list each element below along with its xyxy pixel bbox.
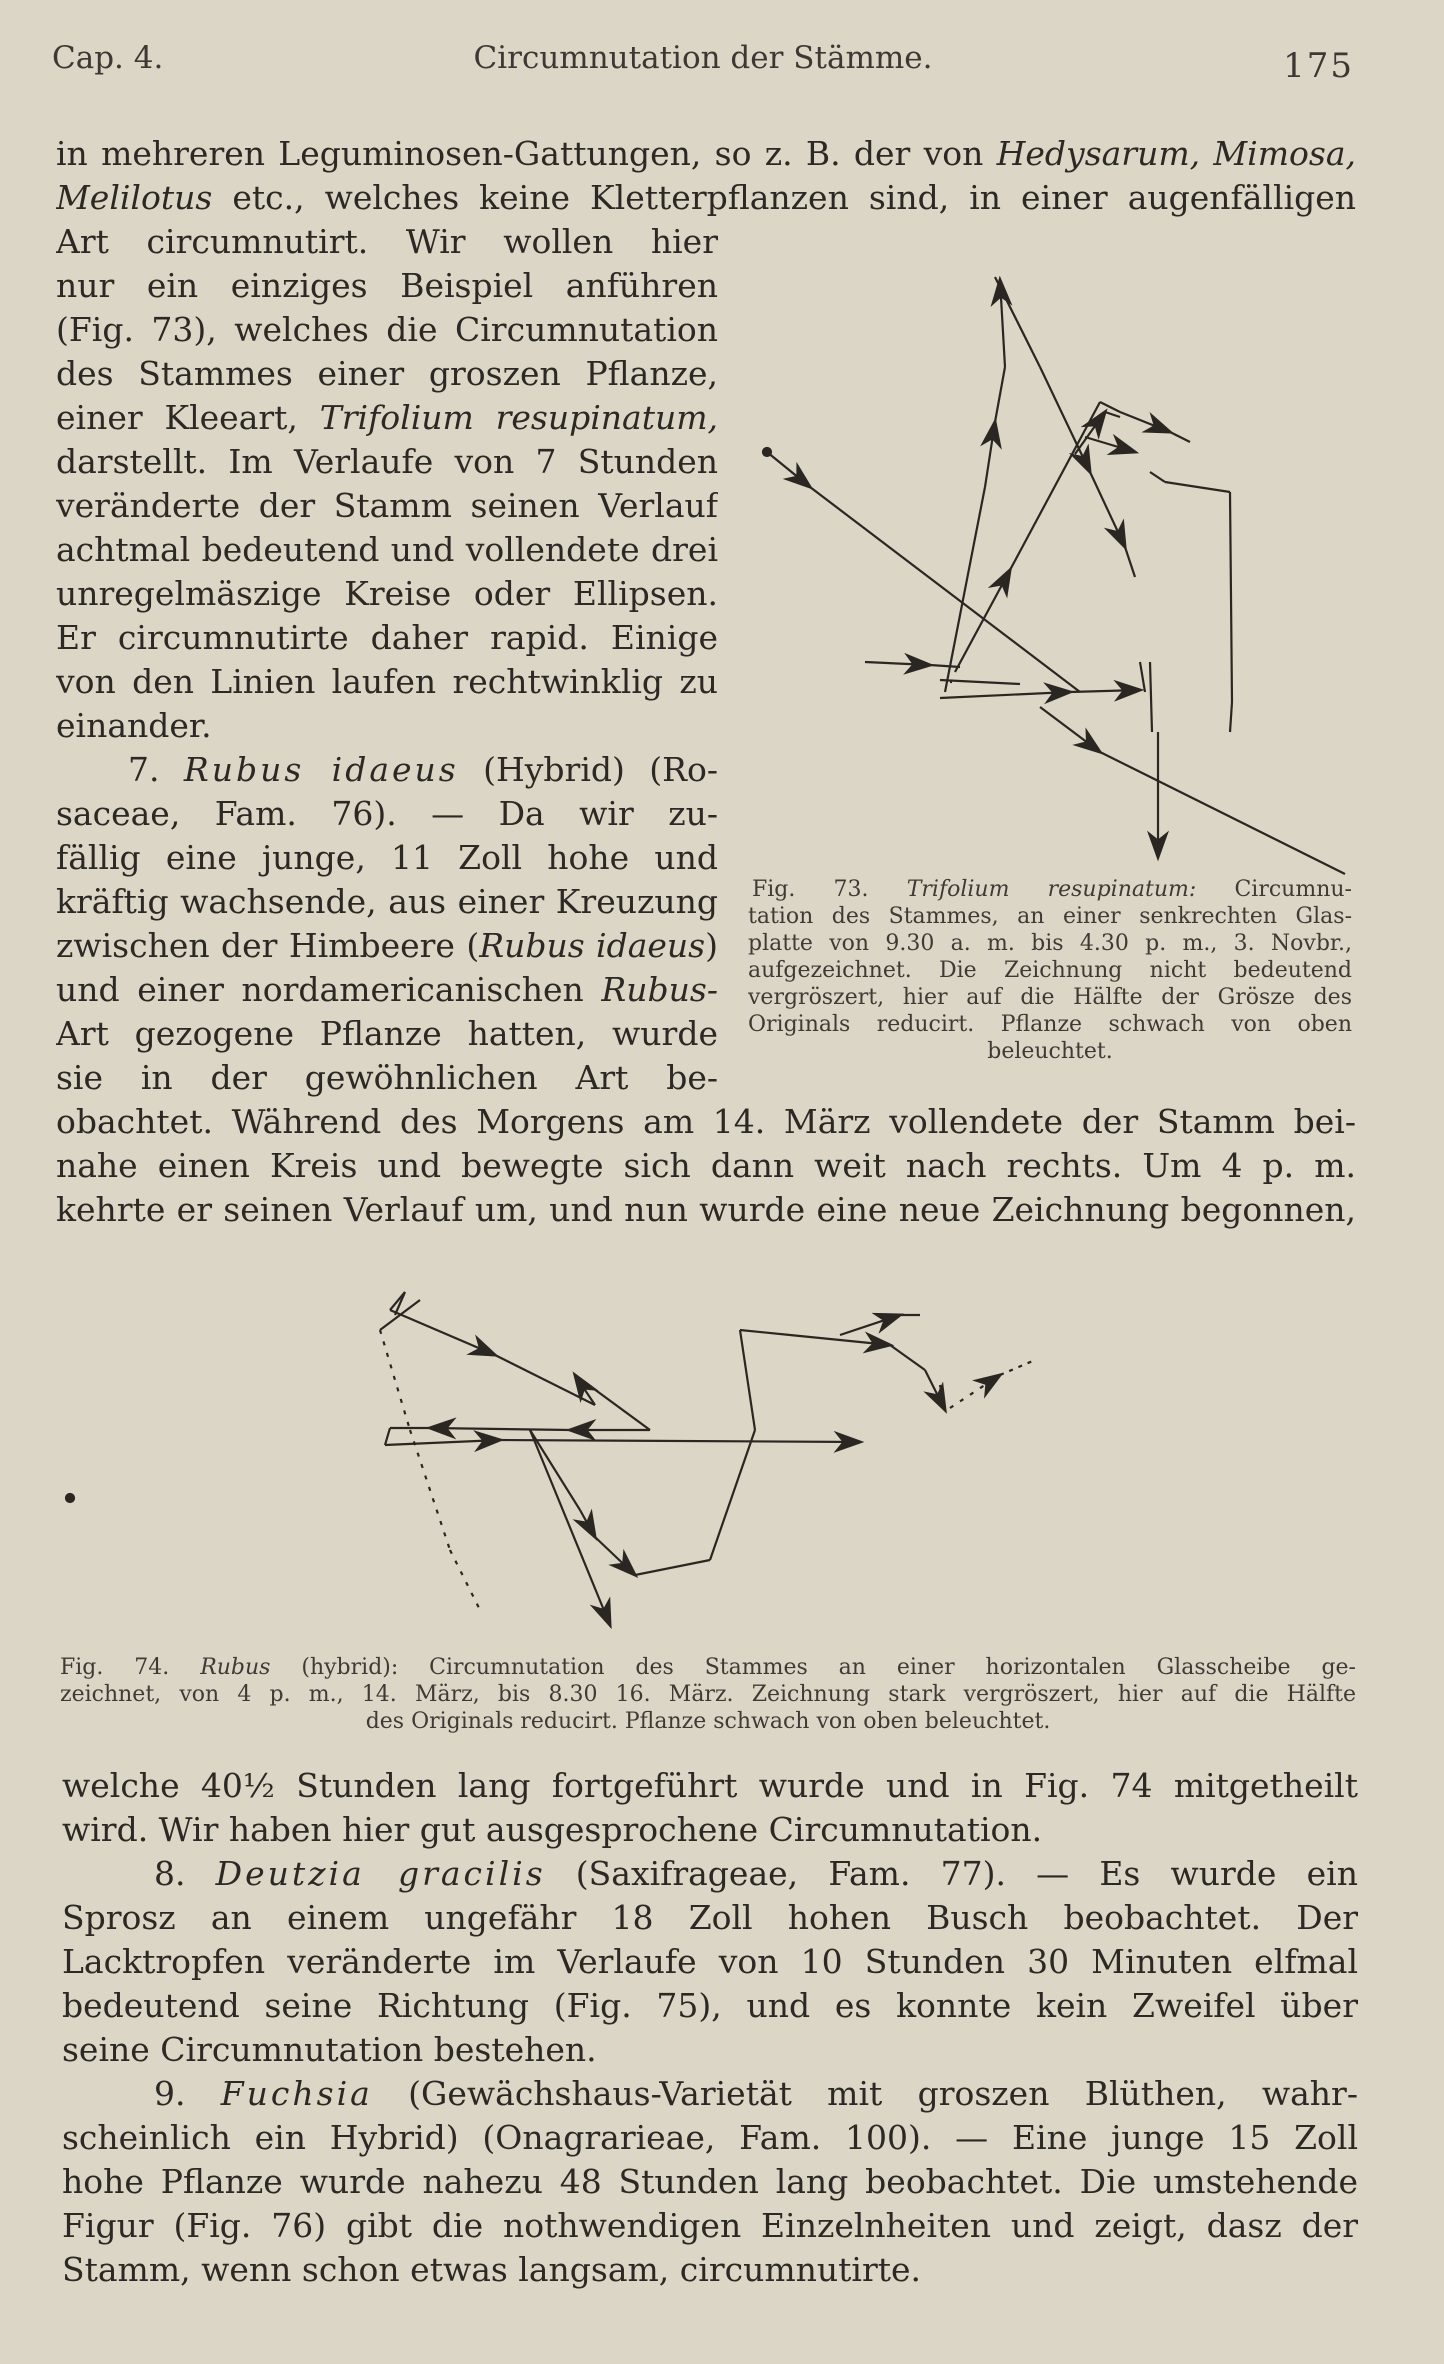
text-line: und einer nordamericanischen Rubus-: [56, 970, 718, 1009]
text-line: sie in der gewöhnlichen Art be-: [56, 1058, 718, 1097]
text-line: kehrte er seinen Verlauf um, und nun wurde eine neue Zeichnung begonnen,: [56, 1190, 1356, 1229]
figure-73-caption-line: platte von 9.30 a. m. bis 4.30 p. m., 3. Novbr.,: [748, 931, 1352, 956]
chapter-label: Cap. 4.: [52, 40, 164, 76]
text-line: von den Linien laufen rechtwinklig zu: [56, 662, 718, 701]
section-heading-line: 7. Rubus idaeus (Hybrid) (Ro-: [128, 750, 718, 789]
figure-74-caption-line: zeichnet, von 4 p. m., 14. März, bis 8.30 16. März. Zeichnung stark vergröszert, hier auf die Hälfte: [60, 1682, 1356, 1707]
text-line: darstellt. Im Verlaufe von 7 Stunden: [56, 442, 718, 481]
text-line: Stamm, wenn schon etwas langsam, circumnutirte.: [62, 2250, 921, 2289]
text-line: in mehreren Leguminosen-Gattungen, so z. B. der von Hedysarum, Mimosa,: [56, 134, 1356, 173]
text-line: fällig eine junge, 11 Zoll hohe und: [56, 838, 718, 877]
figure-73-caption-line: Fig. 73. Trifolium resupinatum: Circumnu-: [752, 877, 1352, 902]
text-line: nahe einen Kreis und bewegte sich dann weit nach rechts. Um 4 p. m.: [56, 1146, 1356, 1185]
running-header: [52, 40, 1354, 90]
section-heading-line: 8. Deutzia gracilis (Saxifrageae, Fam. 77). — Es wurde ein: [154, 1854, 1358, 1893]
text-line: Melilotus etc., welches keine Kletterpflanzen sind, in einer augenfälligen: [56, 178, 1356, 217]
figure-73-caption-line: aufgezeichnet. Die Zeichnung nicht bedeutend: [748, 958, 1352, 983]
figure-73-caption-line: vergröszert, hier auf die Hälfte der Grösze des: [748, 985, 1352, 1010]
text-line: Art circumnutirt. Wir wollen hier: [56, 222, 718, 261]
text-line: scheinlich ein Hybrid) (Onagrarieae, Fam. 100). — Eine junge 15 Zoll: [62, 2118, 1358, 2157]
figure-73-caption-line: beleuchtet.: [987, 1039, 1113, 1064]
figure-74-caption-line: Fig. 74. Rubus (hybrid): Circumnutation des Stammes an einer horizontalen Glasscheibe ge-: [60, 1655, 1356, 1680]
text-line: Art gezogene Pflanze hatten, wurde: [56, 1014, 718, 1053]
text-line: Figur (Fig. 76) gibt die nothwendigen Einzelnheiten und zeigt, dasz der: [62, 2206, 1358, 2245]
text-line: Er circumnutirte daher rapid. Einige: [56, 618, 718, 657]
text-line: bedeutend seine Richtung (Fig. 75), und es konnte kein Zweifel über: [62, 1986, 1358, 2025]
text-line: des Stammes einer groszen Pflanze,: [56, 354, 718, 393]
text-line: Lacktropfen veränderte im Verlaufe von 10 Stunden 30 Minuten elfmal: [62, 1942, 1358, 1981]
text-line: wird. Wir haben hier gut ausgesprochene Circumnutation.: [62, 1810, 1043, 1849]
text-line: einer Kleeart, Trifolium resupinatum,: [56, 398, 718, 437]
text-line: (Fig. 73), welches die Circumnutation: [56, 310, 718, 349]
running-title: Circumnutation der Stämme.: [473, 40, 933, 76]
page-number: 175: [1283, 46, 1354, 86]
section-heading-line: 9. Fuchsia (Gewächshaus-Varietät mit groszen Blüthen, wahr-: [154, 2074, 1358, 2113]
figure-73-caption-line: Originals reducirt. Pflanze schwach von oben: [748, 1012, 1352, 1037]
text-line: kräftig wachsende, aus einer Kreuzung: [56, 882, 718, 921]
text-line: unregelmäszige Kreise oder Ellipsen.: [56, 574, 718, 613]
text-line: zwischen der Himbeere (Rubus idaeus): [56, 926, 718, 965]
figure-74-trace: [50, 1280, 1060, 1650]
text-line: Sprosz an einem ungefähr 18 Zoll hohen Busch beobachtet. Der: [62, 1898, 1358, 1937]
figure-74-caption-line: des Originals reducirt. Pflanze schwach von oben beleuchtet.: [365, 1709, 1051, 1734]
text-line: hohe Pflanze wurde nahezu 48 Stunden lang beobachtet. Die umstehende: [62, 2162, 1358, 2201]
text-line: saceae, Fam. 76). — Da wir zu-: [56, 794, 718, 833]
text-line: einander.: [56, 706, 212, 745]
figure-73-trace: [740, 262, 1360, 882]
text-line: achtmal bedeutend und vollendete drei: [56, 530, 718, 569]
text-line: welche 40½ Stunden lang fortgeführt wurde und in Fig. 74 mitgetheilt: [62, 1766, 1358, 1805]
text-line: obachtet. Während des Morgens am 14. März vollendete der Stamm bei-: [56, 1102, 1356, 1141]
text-line: seine Circumnutation bestehen.: [62, 2030, 597, 2069]
text-line: veränderte der Stamm seinen Verlauf: [56, 486, 718, 525]
figure-73-caption-line: tation des Stammes, an einer senkrechten Glas-: [748, 904, 1352, 929]
text-line: nur ein einziges Beispiel anführen: [56, 266, 718, 305]
